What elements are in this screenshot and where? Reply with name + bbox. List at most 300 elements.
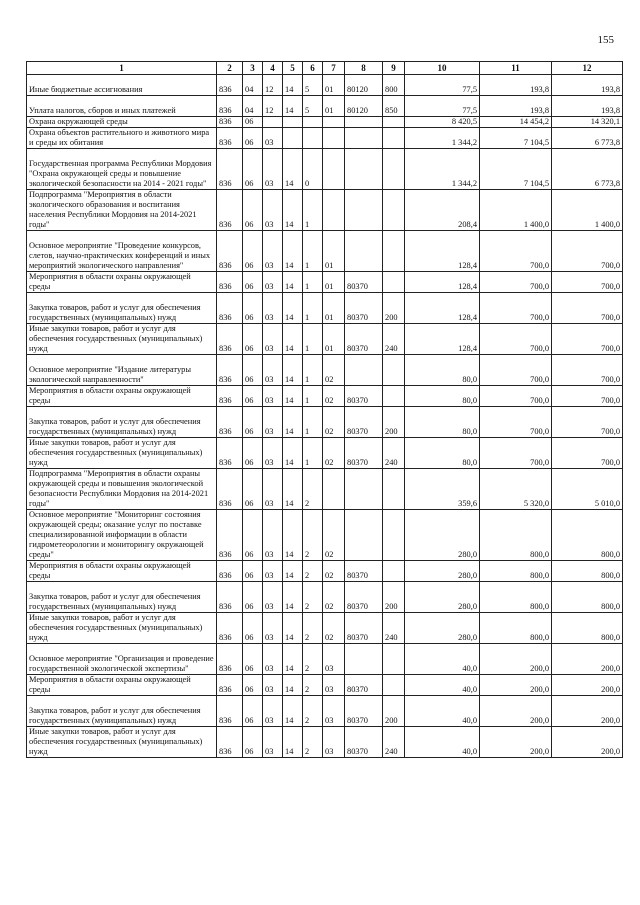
program-cell: 14 [283,510,303,561]
direction-cell: 80120 [345,75,383,96]
subprogram-cell: 2 [303,469,323,510]
subsection-cell: 03 [263,696,283,727]
amount-col10-cell: 128,4 [405,324,480,355]
amount-col12-cell: 193,8 [552,75,623,96]
amount-col10-cell: 1 344,2 [405,149,480,190]
table-row [27,407,623,438]
ministry-code-cell: 836 [217,149,243,190]
header-cell: 12 [552,62,623,75]
subsection-cell: 03 [263,510,283,561]
expense-type-cell: 850 [383,96,405,117]
amount-col10-cell: 128,4 [405,293,480,324]
amount-col12-cell: 800,0 [552,582,623,613]
header-cell: 7 [323,62,345,75]
subprogram-cell: 1 [303,438,323,469]
amount-col12-cell: 700,0 [552,407,623,438]
table-row [27,117,623,128]
amount-col11-cell: 700,0 [480,407,552,438]
subprogram-cell: 1 [303,407,323,438]
table-row [27,613,623,644]
subsection-cell: 03 [263,355,283,386]
program-cell: 14 [283,561,303,582]
subprogram-cell: 2 [303,727,323,758]
direction-cell [345,190,383,231]
activity-cell: 02 [323,438,345,469]
program-cell: 14 [283,324,303,355]
section-cell: 06 [243,272,263,293]
subprogram-cell: 1 [303,231,323,272]
subsection-cell: 12 [263,96,283,117]
program-cell: 14 [283,149,303,190]
row-name-cell: Иные закупки товаров, работ и услуг для обеспечения государственных (муниципальных) нужд [27,727,217,758]
subprogram-cell: 1 [303,293,323,324]
direction-cell: 80370 [345,293,383,324]
program-cell: 14 [283,675,303,696]
activity-cell: 01 [323,75,345,96]
direction-cell [345,231,383,272]
direction-cell: 80370 [345,438,383,469]
expense-type-cell: 200 [383,293,405,324]
ministry-code-cell: 836 [217,644,243,675]
amount-col11-cell: 14 454,2 [480,117,552,128]
ministry-code-cell: 836 [217,231,243,272]
amount-col10-cell: 77,5 [405,96,480,117]
amount-col10-cell: 359,6 [405,469,480,510]
row-name-cell: Закупка товаров, работ и услуг для обеспечения государственных (муниципальных) нужд [27,696,217,727]
section-cell: 06 [243,128,263,149]
activity-cell [323,149,345,190]
row-name-cell: Иные закупки товаров, работ и услуг для обеспечения государственных (муниципальных) нужд [27,613,217,644]
activity-cell: 02 [323,355,345,386]
ministry-code-cell: 836 [217,561,243,582]
subsection-cell: 03 [263,190,283,231]
amount-col10-cell: 208,4 [405,190,480,231]
subprogram-cell: 2 [303,644,323,675]
subprogram-cell: 1 [303,272,323,293]
amount-col11-cell: 700,0 [480,324,552,355]
table-row [27,644,623,675]
table-row [27,75,623,96]
program-cell: 14 [283,613,303,644]
section-cell: 06 [243,582,263,613]
ministry-code-cell: 836 [217,696,243,727]
ministry-code-cell: 836 [217,293,243,324]
ministry-code-cell: 836 [217,727,243,758]
table-row [27,561,623,582]
ministry-code-cell: 836 [217,582,243,613]
subsection-cell: 03 [263,561,283,582]
expense-type-cell: 200 [383,407,405,438]
direction-cell [345,128,383,149]
section-cell: 04 [243,75,263,96]
table-row [27,355,623,386]
direction-cell: 80370 [345,696,383,727]
row-name-cell: Закупка товаров, работ и услуг для обеспечения государственных (муниципальных) нужд [27,582,217,613]
direction-cell: 80370 [345,561,383,582]
table-row [27,727,623,758]
direction-cell: 80370 [345,407,383,438]
activity-cell: 02 [323,561,345,582]
amount-col12-cell: 1 400,0 [552,190,623,231]
amount-col12-cell: 700,0 [552,272,623,293]
amount-col11-cell: 193,8 [480,75,552,96]
row-name-cell: Мероприятия в области охраны окружающей среды [27,561,217,582]
row-name-cell: Мероприятия в области охраны окружающей среды [27,675,217,696]
table-row [27,149,623,190]
row-name-cell: Подпрограмма "Мероприятия в области охраны окружающей среды и повышения экологической безопасности Республики Мордовия на 2014-2021 годы" [27,469,217,510]
amount-col11-cell: 200,0 [480,675,552,696]
row-name-cell: Государственная программа Республики Мордовия "Охрана окружающей среды и повышение экологической безопасности на 2014 - 2021 годы" [27,149,217,190]
section-cell: 06 [243,613,263,644]
amount-col11-cell: 193,8 [480,96,552,117]
amount-col12-cell: 700,0 [552,386,623,407]
ministry-code-cell: 836 [217,96,243,117]
subsection-cell: 03 [263,272,283,293]
subprogram-cell: 2 [303,510,323,561]
amount-col10-cell: 280,0 [405,613,480,644]
program-cell: 14 [283,469,303,510]
table-row [27,324,623,355]
amount-col12-cell: 6 773,8 [552,149,623,190]
header-cell: 4 [263,62,283,75]
row-name-cell: Иные закупки товаров, работ и услуг для обеспечения государственных (муниципальных) нужд [27,324,217,355]
program-cell: 14 [283,644,303,675]
expense-type-cell [383,644,405,675]
activity-cell: 03 [323,727,345,758]
subsection-cell: 03 [263,149,283,190]
activity-cell: 02 [323,613,345,644]
amount-col11-cell: 700,0 [480,438,552,469]
amount-col12-cell: 200,0 [552,696,623,727]
row-name-cell: Мероприятия в области охраны окружающей среды [27,272,217,293]
ministry-code-cell: 836 [217,190,243,231]
amount-col11-cell: 5 320,0 [480,469,552,510]
amount-col11-cell: 700,0 [480,293,552,324]
activity-cell: 01 [323,96,345,117]
ministry-code-cell: 836 [217,510,243,561]
direction-cell: 80120 [345,96,383,117]
expense-type-cell [383,675,405,696]
direction-cell [345,117,383,128]
ministry-code-cell: 836 [217,675,243,696]
activity-cell: 01 [323,324,345,355]
amount-col11-cell: 800,0 [480,613,552,644]
expense-type-cell [383,231,405,272]
amount-col10-cell: 280,0 [405,582,480,613]
section-cell: 06 [243,469,263,510]
subsection-cell: 03 [263,613,283,644]
activity-cell: 02 [323,582,345,613]
direction-cell: 80370 [345,613,383,644]
subsection-cell: 03 [263,469,283,510]
subsection-cell: 03 [263,727,283,758]
header-cell: 6 [303,62,323,75]
subsection-cell: 03 [263,128,283,149]
subprogram-cell: 2 [303,561,323,582]
activity-cell: 01 [323,293,345,324]
row-name-cell: Основное мероприятие "Мониторинг состояния окружающей среды; оказание услуг по поставке специализированной информации в области гидрометеорологии и мониторингу окружающей среды" [27,510,217,561]
expense-type-cell [383,190,405,231]
row-name-cell: Закупка товаров, работ и услуг для обеспечения государственных (муниципальных) нужд [27,407,217,438]
subprogram-cell: 2 [303,696,323,727]
program-cell: 14 [283,582,303,613]
table-row [27,386,623,407]
table-row [27,96,623,117]
amount-col12-cell: 5 010,0 [552,469,623,510]
subsection-cell: 03 [263,438,283,469]
subsection-cell: 03 [263,644,283,675]
amount-col10-cell: 8 420,5 [405,117,480,128]
ministry-code-cell: 836 [217,355,243,386]
subsection-cell: 03 [263,582,283,613]
expense-type-cell: 800 [383,75,405,96]
table-row [27,696,623,727]
amount-col12-cell: 800,0 [552,613,623,644]
ministry-code-cell: 836 [217,75,243,96]
direction-cell: 80370 [345,582,383,613]
subsection-cell: 03 [263,407,283,438]
section-cell: 06 [243,117,263,128]
program-cell: 14 [283,355,303,386]
subprogram-cell: 5 [303,96,323,117]
program-cell: 14 [283,696,303,727]
activity-cell: 01 [323,272,345,293]
amount-col10-cell: 80,0 [405,438,480,469]
row-name-cell: Охрана окружающей среды [27,117,217,128]
amount-col10-cell: 40,0 [405,644,480,675]
direction-cell: 80370 [345,272,383,293]
expense-type-cell [383,128,405,149]
amount-col12-cell: 193,8 [552,96,623,117]
expense-type-cell [383,272,405,293]
row-name-cell: Подпрограмма "Мероприятия в области экологического образования и воспитания населения Республики Мордовия на 2014-2021 годы" [27,190,217,231]
amount-col12-cell: 200,0 [552,727,623,758]
row-name-cell: Иные бюджетные ассигнования [27,75,217,96]
amount-col10-cell: 77,5 [405,75,480,96]
expense-type-cell: 240 [383,438,405,469]
amount-col10-cell: 80,0 [405,386,480,407]
activity-cell: 03 [323,644,345,675]
header-cell: 10 [405,62,480,75]
direction-cell [345,355,383,386]
amount-col12-cell: 800,0 [552,561,623,582]
ministry-code-cell: 836 [217,469,243,510]
section-cell: 06 [243,438,263,469]
section-cell: 06 [243,386,263,407]
expense-type-cell [383,561,405,582]
section-cell: 04 [243,96,263,117]
amount-col10-cell: 40,0 [405,675,480,696]
table-row [27,582,623,613]
direction-cell [345,510,383,561]
amount-col10-cell: 80,0 [405,355,480,386]
section-cell: 06 [243,149,263,190]
table-row [27,510,623,561]
amount-col11-cell: 700,0 [480,231,552,272]
amount-col10-cell: 128,4 [405,272,480,293]
amount-col11-cell: 800,0 [480,510,552,561]
header-cell: 9 [383,62,405,75]
amount-col12-cell: 200,0 [552,675,623,696]
section-cell: 06 [243,727,263,758]
expense-type-cell: 240 [383,727,405,758]
expense-type-cell [383,510,405,561]
program-cell: 14 [283,231,303,272]
amount-col11-cell: 1 400,0 [480,190,552,231]
section-cell: 06 [243,231,263,272]
program-cell: 14 [283,293,303,324]
header-cell: 1 [27,62,217,75]
subsection-cell: 12 [263,75,283,96]
direction-cell: 80370 [345,386,383,407]
program-cell: 14 [283,407,303,438]
program-cell: 14 [283,96,303,117]
amount-col12-cell: 700,0 [552,231,623,272]
amount-col11-cell: 700,0 [480,272,552,293]
program-cell: 14 [283,438,303,469]
section-cell: 06 [243,293,263,324]
program-cell [283,128,303,149]
subsection-cell [263,117,283,128]
activity-cell [323,128,345,149]
row-name-cell: Закупка товаров, работ и услуг для обеспечения государственных (муниципальных) нужд [27,293,217,324]
activity-cell [323,190,345,231]
subsection-cell: 03 [263,324,283,355]
direction-cell [345,644,383,675]
budget-table [26,61,623,758]
amount-col12-cell: 700,0 [552,438,623,469]
ministry-code-cell: 836 [217,613,243,644]
section-cell: 06 [243,675,263,696]
section-cell: 06 [243,355,263,386]
expense-type-cell [383,355,405,386]
program-cell [283,117,303,128]
activity-cell: 02 [323,510,345,561]
subsection-cell: 03 [263,386,283,407]
row-name-cell: Основное мероприятие "Проведение конкурсов, слетов, научно-практических конференций и иных мероприятий экологического направления" [27,231,217,272]
amount-col12-cell: 700,0 [552,324,623,355]
row-name-cell: Иные закупки товаров, работ и услуг для обеспечения государственных (муниципальных) нужд [27,438,217,469]
amount-col11-cell: 200,0 [480,696,552,727]
amount-col11-cell: 700,0 [480,355,552,386]
activity-cell [323,117,345,128]
table-row [27,438,623,469]
program-cell: 14 [283,75,303,96]
subprogram-cell [303,117,323,128]
subsection-cell: 03 [263,293,283,324]
subprogram-cell: 5 [303,75,323,96]
expense-type-cell [383,386,405,407]
ministry-code-cell: 836 [217,128,243,149]
table-row [27,231,623,272]
amount-col10-cell: 40,0 [405,727,480,758]
ministry-code-cell: 836 [217,386,243,407]
section-cell: 06 [243,190,263,231]
ministry-code-cell: 836 [217,117,243,128]
section-cell: 06 [243,696,263,727]
table-row [27,293,623,324]
expense-type-cell: 240 [383,613,405,644]
table-row [27,272,623,293]
table-row [27,128,623,149]
program-cell: 14 [283,272,303,293]
table-body [27,75,623,758]
ministry-code-cell: 836 [217,438,243,469]
amount-col11-cell: 7 104,5 [480,149,552,190]
amount-col12-cell: 800,0 [552,510,623,561]
activity-cell [323,469,345,510]
activity-cell: 03 [323,675,345,696]
section-cell: 06 [243,644,263,675]
subprogram-cell: 1 [303,190,323,231]
table-row [27,675,623,696]
expense-type-cell [383,117,405,128]
subprogram-cell [303,128,323,149]
row-name-cell: Мероприятия в области охраны окружающей среды [27,386,217,407]
row-name-cell: Основное мероприятие "Организация и проведение государственной экологической экспертизы" [27,644,217,675]
amount-col10-cell: 280,0 [405,561,480,582]
expense-type-cell [383,469,405,510]
header-cell: 3 [243,62,263,75]
amount-col11-cell: 7 104,5 [480,128,552,149]
direction-cell: 80370 [345,324,383,355]
direction-cell: 80370 [345,727,383,758]
activity-cell: 01 [323,231,345,272]
amount-col10-cell: 280,0 [405,510,480,561]
row-name-cell: Охрана объектов растительного и животного мира и среды их обитания [27,128,217,149]
ministry-code-cell: 836 [217,324,243,355]
subsection-cell: 03 [263,675,283,696]
amount-col10-cell: 40,0 [405,696,480,727]
expense-type-cell: 200 [383,582,405,613]
program-cell: 14 [283,386,303,407]
subprogram-cell: 2 [303,582,323,613]
amount-col11-cell: 800,0 [480,582,552,613]
subprogram-cell: 1 [303,386,323,407]
amount-col12-cell: 200,0 [552,644,623,675]
table-row [27,469,623,510]
amount-col12-cell: 700,0 [552,293,623,324]
expense-type-cell: 200 [383,696,405,727]
table-row [27,190,623,231]
ministry-code-cell: 836 [217,407,243,438]
section-cell: 06 [243,407,263,438]
header-cell: 8 [345,62,383,75]
section-cell: 06 [243,324,263,355]
subprogram-cell: 0 [303,149,323,190]
table-header-row [27,62,623,75]
amount-col10-cell: 128,4 [405,231,480,272]
ministry-code-cell: 836 [217,272,243,293]
amount-col12-cell: 14 320,1 [552,117,623,128]
row-name-cell: Основное мероприятие "Издание литературы экологической направленности" [27,355,217,386]
activity-cell: 02 [323,386,345,407]
row-name-cell: Уплата налогов, сборов и иных платежей [27,96,217,117]
program-cell: 14 [283,190,303,231]
expense-type-cell [383,149,405,190]
direction-cell [345,149,383,190]
subsection-cell: 03 [263,231,283,272]
header-cell: 2 [217,62,243,75]
amount-col12-cell: 700,0 [552,355,623,386]
direction-cell [345,469,383,510]
amount-col11-cell: 800,0 [480,561,552,582]
subprogram-cell: 1 [303,355,323,386]
subprogram-cell: 1 [303,324,323,355]
direction-cell: 80370 [345,675,383,696]
activity-cell: 03 [323,696,345,727]
amount-col11-cell: 200,0 [480,644,552,675]
